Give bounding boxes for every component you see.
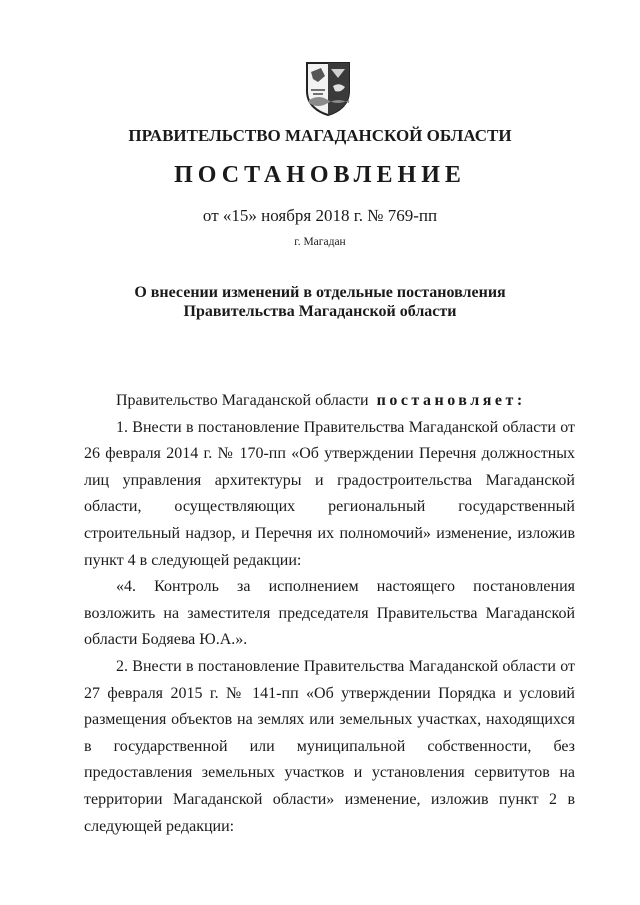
paragraph-2: 2. Внести в постановление Правительства Магаданской области от 27 февраля 2015 г. № 141-пп «Об утверждении Порядка и условий размещения объектов на землях или земельных участках, находящихся в государственной или муниципальной собственности, без предоставления земельных участков и установления сервитутов на территории Магаданской области» изменение, изложив пункт 2 в следующей редакции: <box>84 657 575 835</box>
intro-verb: постановляет: <box>376 392 526 409</box>
coat-of-arms-emblem <box>305 60 351 116</box>
paragraph-1-quote: «4. Контроль за исполнением настоящего постановления возложить на заместителя председателя Правительства Магаданской области Бодяева Ю.А.». <box>84 578 575 649</box>
intro-text: Правительство Магаданской области <box>116 392 369 409</box>
subject-line-1: О внесении изменений в отдельные постановления <box>134 284 506 301</box>
city-name: г. Магадан <box>294 236 346 248</box>
intro-paragraph <box>84 388 575 415</box>
date-and-number: от «15» ноября 2018 г. № 769-пп <box>202 206 438 225</box>
document-type: ПОСТАНОВЛЕНИЕ <box>174 162 466 188</box>
paragraph-1: 1. Внести в постановление Правительства Магаданской области от 26 февраля 2014 г. № 170-пп «Об утверждении Перечня должностных лиц управления архитектуры и градостроительства Магаданской области, осуществляющих региональный государственный строительный надзор, и Перечня их полномочий» изменение, изложив пункт 4 в следующей редакции: <box>84 418 575 569</box>
government-name: ПРАВИТЕЛЬСТВО МАГАДАНСКОЙ ОБЛАСТИ <box>128 126 512 145</box>
subject-line-2: Правительства Магаданской области <box>183 303 457 320</box>
document-subject <box>0 283 640 321</box>
document-body <box>84 388 575 840</box>
